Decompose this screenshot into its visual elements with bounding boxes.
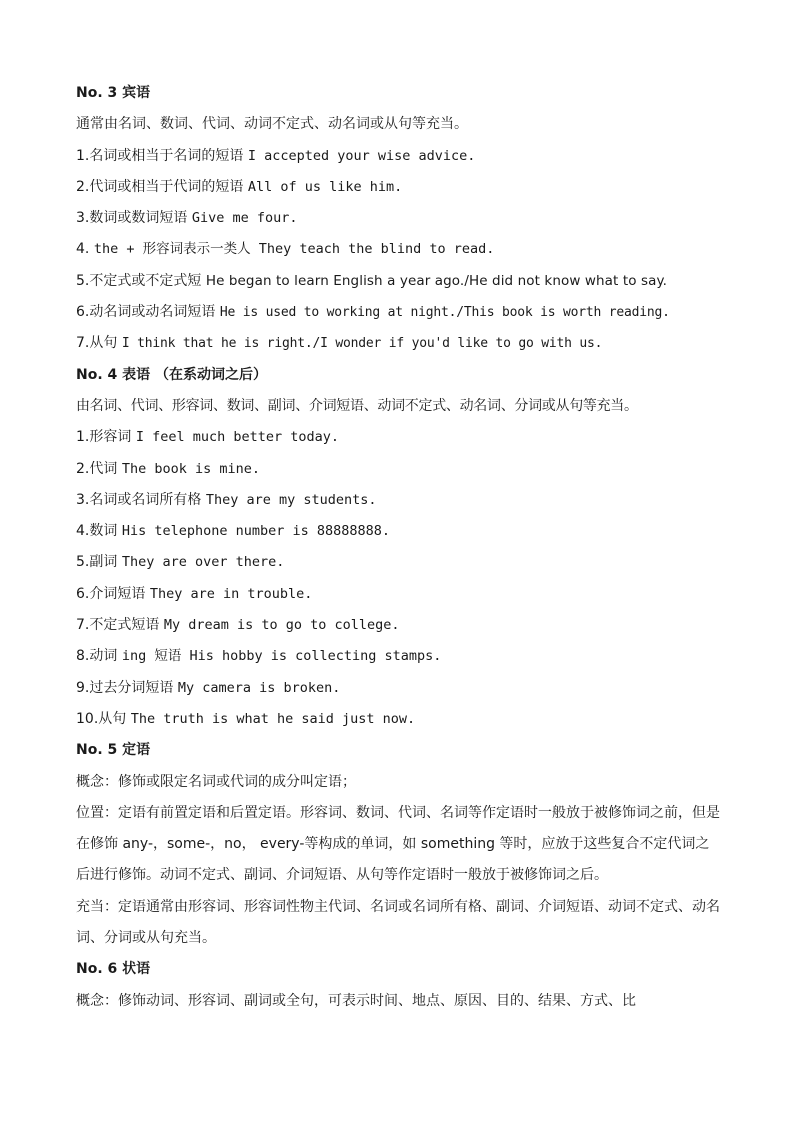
list-item [76, 203, 720, 234]
section-heading-predicative: No. 4 表语 （在系动词之后） [76, 366, 268, 383]
item-label: 7.不定式短语 [76, 617, 164, 634]
item-label: 4.数词 [76, 523, 122, 540]
item-label: 1.名词或相当于名词的短语 [76, 147, 248, 164]
item-label: 6.介词短语 [76, 585, 150, 602]
item-example: The truth is what he said just now. [130, 710, 416, 727]
item-example: They are in trouble. [149, 585, 313, 602]
item-label: 5.副词 [76, 554, 122, 571]
list-item [76, 547, 720, 578]
item-example: I accepted your wise advice. [247, 147, 476, 164]
list-item [76, 454, 720, 485]
item-example: Give me four. [191, 210, 298, 227]
list-item [76, 172, 720, 203]
item-label: 8.动词 [76, 648, 122, 665]
item-example: My dream is to go to college. [163, 617, 400, 634]
item-example: He began to learn English a year ago./He did not know what to say. [205, 272, 668, 289]
item-example: the + 形容词表示一类人 They teach the blind to read. [93, 241, 495, 258]
list-item [76, 422, 720, 453]
list-item [76, 234, 720, 265]
item-label: 9.过去分词短语 [76, 679, 178, 696]
list-item [76, 704, 720, 735]
item-label: 2.代词 [76, 460, 122, 477]
item-label: 5.不定式或不定式短 [76, 272, 206, 289]
list-item [76, 266, 720, 297]
list-item [76, 610, 720, 641]
item-example: They are over there. [121, 554, 285, 571]
section-intro: 通常由名词、数词、代词、动词不定式、动名词或从句等充当。 [76, 116, 468, 133]
document-content [76, 78, 720, 1017]
item-example: ing 短语 His hobby is collecting stamps. [121, 648, 442, 665]
section-heading-adverbial: No. 6 状语 [76, 961, 151, 978]
list-item [76, 485, 720, 516]
list-item [76, 328, 720, 359]
item-label: 3.数词或数词短语 [76, 210, 192, 227]
item-label: 1.形容词 [76, 429, 136, 446]
item-label: 10.从句 [76, 710, 131, 727]
item-label: 2.代词或相当于代词的短语 [76, 178, 248, 195]
item-label: 3.名词或名词所有格 [76, 491, 206, 508]
item-label: 7.从句 [76, 335, 122, 352]
list-item [76, 141, 720, 172]
item-example: I feel much better today. [135, 429, 340, 446]
list-item [76, 673, 720, 704]
list-item [76, 579, 720, 610]
section-heading-attributive: No. 5 定语 [76, 742, 151, 759]
item-example: His telephone number is 88888888. [121, 523, 391, 540]
list-item [76, 297, 720, 328]
item-label: 4. [76, 241, 94, 258]
item-label: 6.动名词或动名词短语 [76, 304, 220, 321]
item-example: All of us like him. [247, 178, 403, 195]
position-paragraph: 位置：定语有前置定语和后置定语。形容词、数词、代词、名词等作定语时一般放于被修饰词之前，但是在修饰 any-，some-，no， every-等构成的单词，如 something 等时，应放于这些复合不定代词之后进行修饰。动词不定式、副词、介词短语、从句等作定语时一般放于被修饰词之后。 [76, 804, 720, 884]
item-example: They are my students. [205, 491, 377, 508]
list-item [76, 641, 720, 672]
item-example: The book is mine. [121, 460, 260, 477]
section-heading-object: No. 3 宾语 [76, 85, 151, 101]
concept-paragraph: 概念：修饰动词、形容词、副词或全句，可表示时间、地点、原因、目的、结果、方式、比 [76, 992, 636, 1009]
item-example: My camera is broken. [177, 679, 341, 696]
list-item [76, 516, 720, 547]
section-intro: 由名词、代词、形容词、数词、副词、介词短语、动词不定式、动名词、分词或从句等充当。 [76, 397, 638, 414]
concept-paragraph: 概念：修饰或限定名词或代词的成分叫定语； [76, 773, 356, 790]
filled-by-paragraph: 充当：定语通常由形容词、形容词性物主代词、名词或名词所有格、副词、介词短语、动词不定式、动名词、分词或从句充当。 [76, 898, 720, 947]
item-example: I think that he is right./I wonder if you'd like to go with us. [121, 336, 603, 352]
item-example: He is used to working at night./This book is worth reading. [219, 305, 670, 321]
